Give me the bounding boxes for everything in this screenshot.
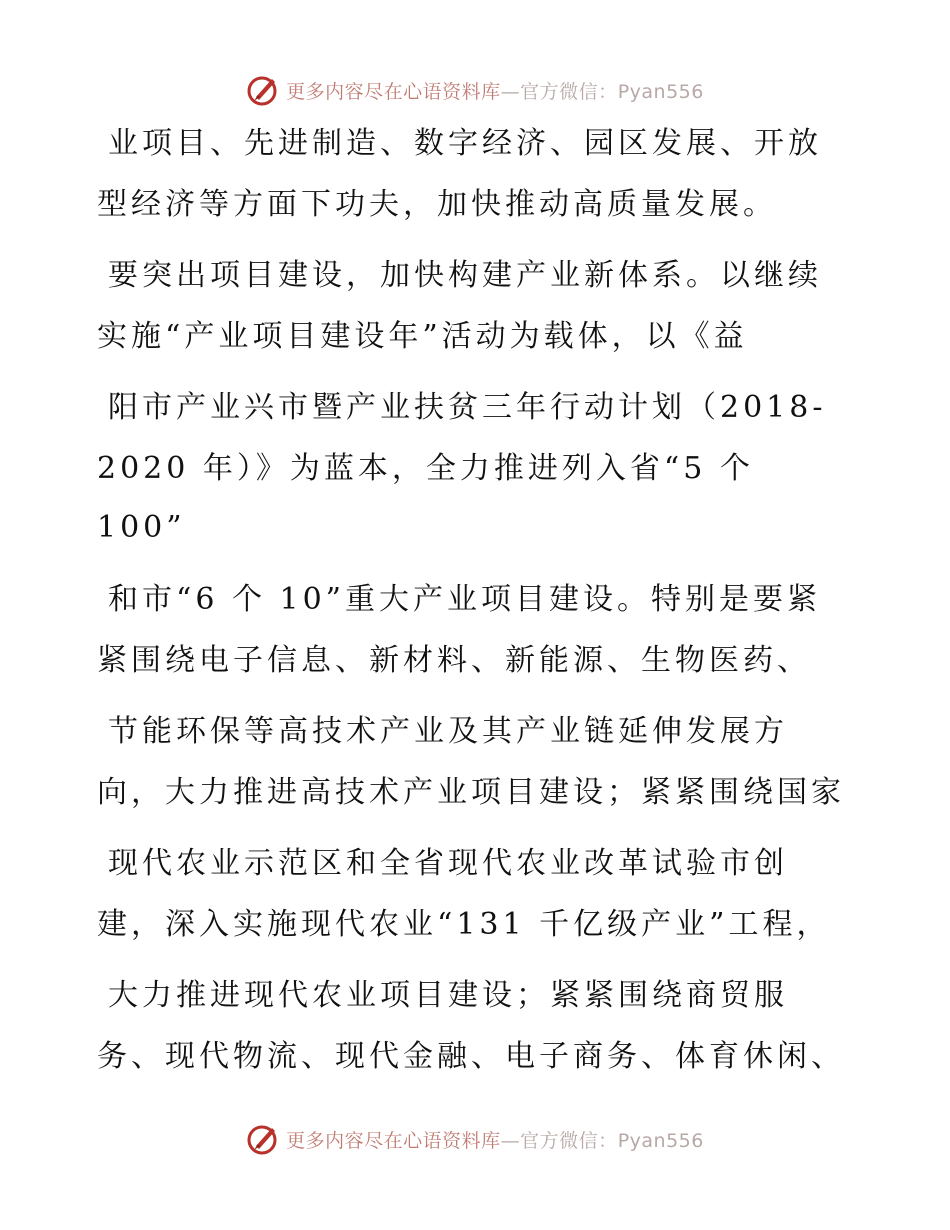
- text-line: 节能环保等高技术产业及其产业链延伸发展方: [108, 714, 788, 749]
- footer-banner-text: [286, 1126, 704, 1153]
- text-line: 阳市产业兴市暨产业扶贫三年行动计划（2018-: [108, 390, 827, 425]
- text-line: 实施“产业项目建设年”活动为载体，以《益: [97, 319, 748, 354]
- text-line: 100”: [97, 510, 186, 545]
- text-line: 型经济等方面下功夫，加快推动高质量发展。: [97, 187, 777, 222]
- text-line: 向，大力推进高技术产业项目建设；紧紧围绕国家: [97, 775, 845, 810]
- footer-official-label: 官方微信：: [520, 1129, 618, 1152]
- footer-dash: —: [500, 1129, 521, 1152]
- footer-account: Pyan556: [617, 1129, 704, 1152]
- text-line: 紧围绕电子信息、新材料、新能源、生物医药、: [97, 643, 811, 678]
- text-line: 要突出项目建设，加快构建产业新体系。以继续: [108, 258, 822, 293]
- header-account: Pyan556: [617, 80, 704, 103]
- text-line: 大力推进现代农业项目建设；紧紧围绕商贸服: [108, 978, 788, 1013]
- header-dash: —: [500, 80, 521, 103]
- header-site-text: 更多内容尽在心语资料库: [286, 80, 501, 103]
- footer-banner: [0, 1119, 950, 1159]
- text-line: 务、现代物流、现代金融、电子商务、体育休闲、: [97, 1039, 845, 1074]
- text-line: 现代农业示范区和全省现代农业改革试验市创: [108, 846, 788, 881]
- text-line: 建，深入实施现代农业“131 千亿级产业”工程，: [97, 907, 831, 942]
- quill-logo-icon: [246, 1122, 280, 1156]
- header-official-label: 官方微信：: [520, 80, 618, 103]
- text-line: 业项目、先进制造、数字经济、园区发展、开放: [108, 126, 822, 161]
- footer-site-text: 更多内容尽在心语资料库: [286, 1129, 501, 1152]
- text-line: 和市“6 个 10”重大产业项目建设。特别是要紧: [108, 582, 822, 617]
- text-line: 2020 年）》为蓝本，全力推进列入省“5 个: [97, 451, 754, 486]
